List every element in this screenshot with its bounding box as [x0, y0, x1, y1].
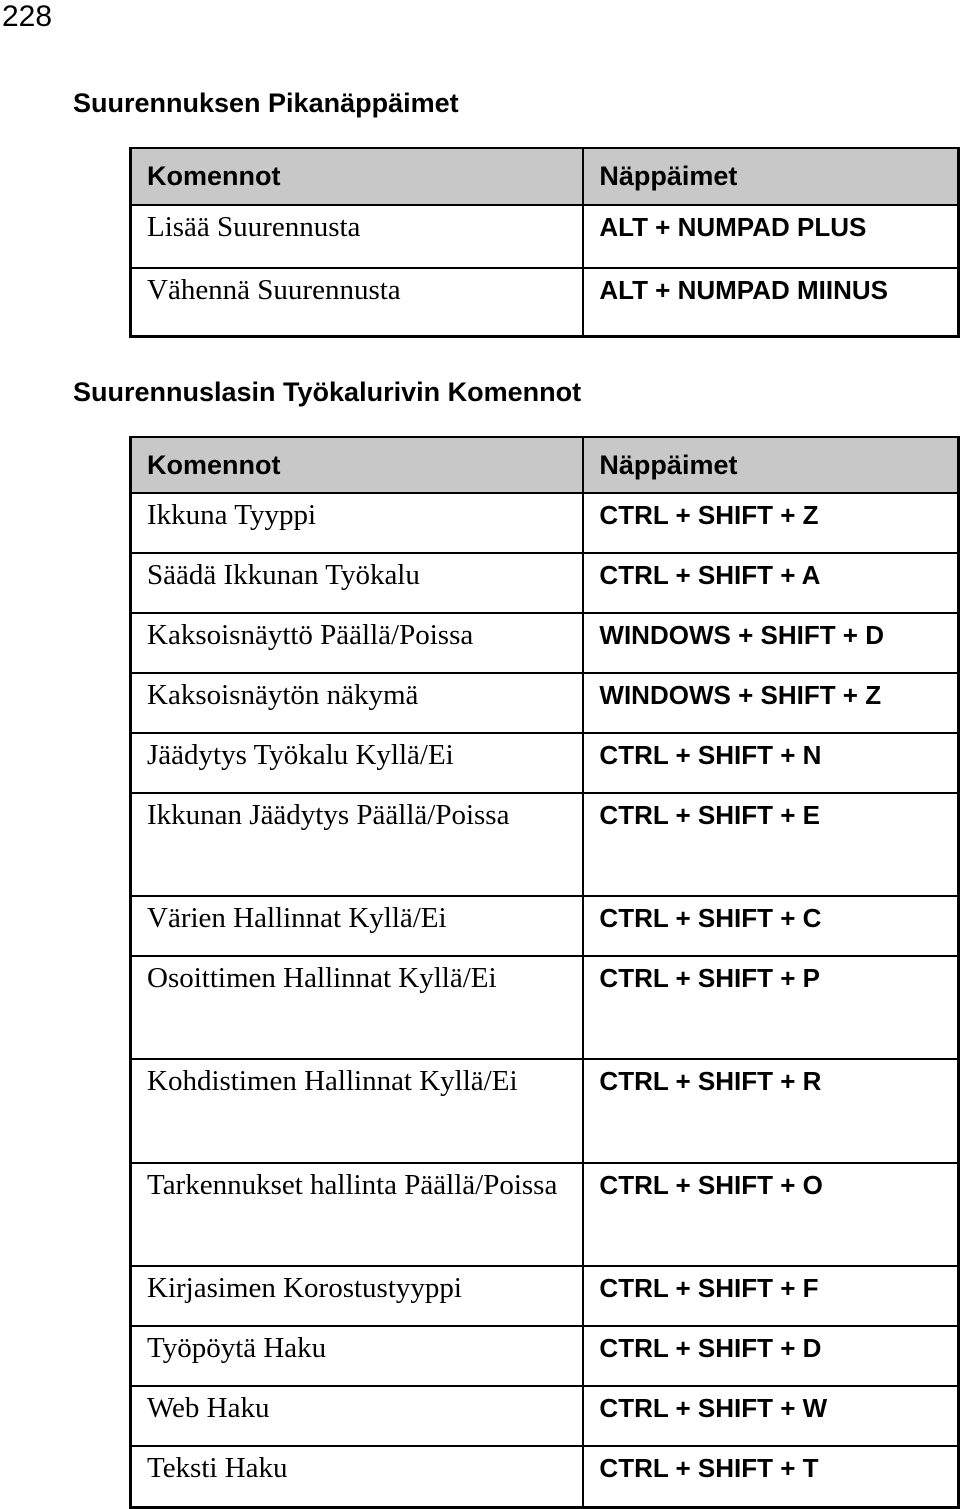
command-cell: Ikkuna Tyyppi	[131, 493, 584, 553]
command-cell: Kohdistimen Hallinnat Kyllä/Ei	[131, 1059, 584, 1163]
command-cell: Teksti Haku	[131, 1446, 584, 1507]
table-row	[131, 956, 959, 1059]
table-row	[131, 793, 959, 896]
command-cell: Vähennä Suurennusta	[131, 268, 584, 336]
table-row	[131, 205, 959, 268]
table-row	[131, 613, 959, 673]
command-cell: Säädä Ikkunan Työkalu	[131, 553, 584, 613]
command-cell: Tarkennukset hallinta Päällä/Poissa	[131, 1163, 584, 1266]
keys-cell: WINDOWS + SHIFT + Z	[583, 673, 958, 733]
table-row	[131, 896, 959, 956]
table-row	[131, 493, 959, 553]
header-keys: Näppäimet	[583, 148, 958, 205]
toolbar-commands-table	[129, 436, 960, 1509]
keys-cell: CTRL + SHIFT + C	[583, 896, 958, 956]
table-row	[131, 673, 959, 733]
keys-cell: CTRL + SHIFT + T	[583, 1446, 958, 1507]
keys-cell: CTRL + SHIFT + O	[583, 1163, 958, 1266]
magnification-shortcuts-table	[129, 147, 960, 338]
table-row	[131, 1266, 959, 1326]
keys-cell: CTRL + SHIFT + N	[583, 733, 958, 793]
table-row	[131, 553, 959, 613]
keys-cell: CTRL + SHIFT + R	[583, 1059, 958, 1163]
keys-cell: CTRL + SHIFT + P	[583, 956, 958, 1059]
command-cell: Kaksoisnäytön näkymä	[131, 673, 584, 733]
keys-cell: CTRL + SHIFT + E	[583, 793, 958, 896]
keys-cell: CTRL + SHIFT + D	[583, 1326, 958, 1386]
table-row	[131, 1446, 959, 1507]
table-row	[131, 1163, 959, 1266]
section-title-toolbar-commands: Suurennuslasin Työkalurivin Komennot	[73, 377, 582, 407]
table-header-row	[131, 148, 959, 205]
keys-cell: ALT + NUMPAD PLUS	[583, 205, 958, 268]
command-cell: Kirjasimen Korostustyyppi	[131, 1266, 584, 1326]
command-cell: Jäädytys Työkalu Kyllä/Ei	[131, 733, 584, 793]
command-cell: Ikkunan Jäädytys Päällä/Poissa	[131, 793, 584, 896]
command-cell: Kaksoisnäyttö Päällä/Poissa	[131, 613, 584, 673]
table-row	[131, 1386, 959, 1446]
header-keys: Näppäimet	[583, 437, 958, 493]
table-row	[131, 733, 959, 793]
keys-cell: WINDOWS + SHIFT + D	[583, 613, 958, 673]
keys-cell: CTRL + SHIFT + W	[583, 1386, 958, 1446]
table-row	[131, 268, 959, 336]
table-header-row	[131, 437, 959, 493]
keys-cell: CTRL + SHIFT + Z	[583, 493, 958, 553]
command-cell: Värien Hallinnat Kyllä/Ei	[131, 896, 584, 956]
keys-cell: CTRL + SHIFT + F	[583, 1266, 958, 1326]
header-commands: Komennot	[131, 437, 584, 493]
header-commands: Komennot	[131, 148, 584, 205]
keys-cell: CTRL + SHIFT + A	[583, 553, 958, 613]
page-number: 228	[2, 0, 53, 33]
command-cell: Osoittimen Hallinnat Kyllä/Ei	[131, 956, 584, 1059]
section-title-magnification-shortcuts: Suurennuksen Pikanäppäimet	[73, 88, 459, 118]
command-cell: Työpöytä Haku	[131, 1326, 584, 1386]
keys-cell: ALT + NUMPAD MIINUS	[583, 268, 958, 336]
table-row	[131, 1326, 959, 1386]
command-cell: Lisää Suurennusta	[131, 205, 584, 268]
command-cell: Web Haku	[131, 1386, 584, 1446]
table-row	[131, 1059, 959, 1163]
